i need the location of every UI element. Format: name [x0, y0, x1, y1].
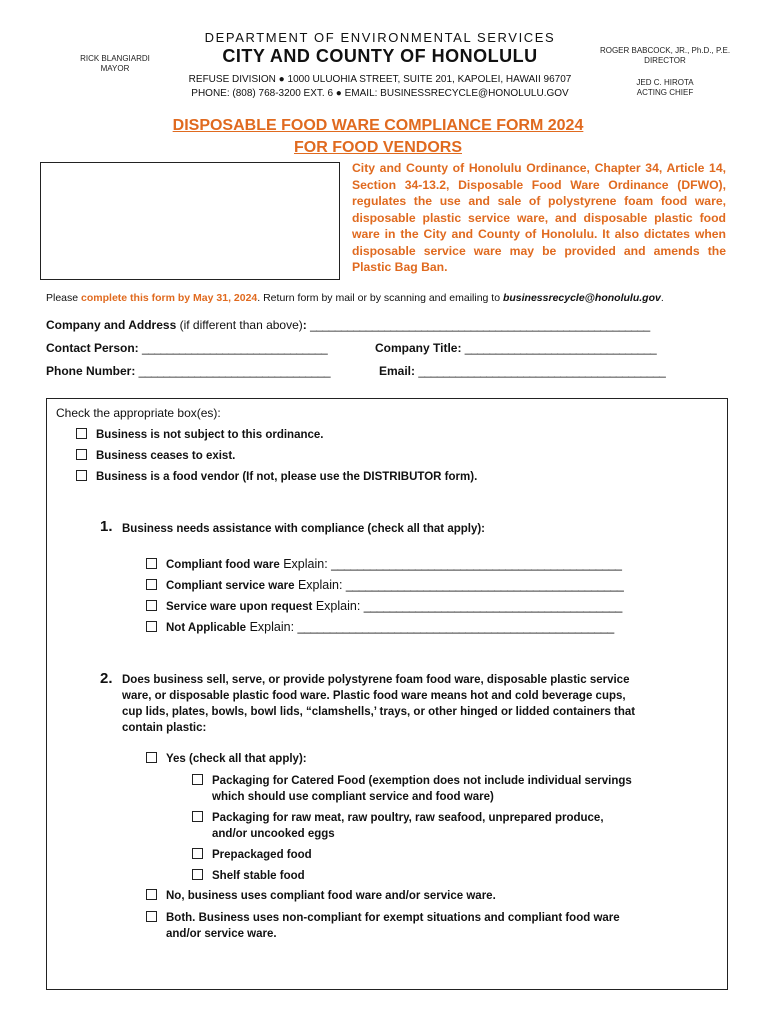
sub-option-line: Packaging for raw meat, raw poultry, raw seafood, unprepared produce, — [212, 812, 604, 824]
company-line[interactable]: _______________________________________________________ — [310, 318, 650, 332]
checkbox[interactable] — [146, 579, 157, 590]
q2-yes-sub-option[interactable] — [192, 773, 632, 805]
q2-text-line: contain plastic: — [122, 722, 207, 734]
q2-no-option[interactable] — [146, 889, 496, 902]
status-option-label: Business is not subject to this ordinance. — [96, 429, 324, 441]
q1-explain-line[interactable]: _________________________________________________ — [297, 620, 614, 634]
contact-label: Contact Person: — [46, 341, 143, 355]
instructions — [46, 292, 746, 304]
company-title-field[interactable] — [375, 341, 656, 355]
q1-option[interactable] — [146, 578, 623, 592]
status-option[interactable] — [76, 470, 477, 483]
form-title — [100, 115, 656, 159]
instructions-suffix: . — [660, 292, 664, 304]
q1-explain-line[interactable]: ___________________________________________ — [345, 578, 624, 592]
checkbox[interactable] — [146, 911, 157, 922]
q1-text: Business needs assistance with compliance (check all that apply): — [122, 523, 486, 535]
q1-option[interactable] — [146, 599, 622, 613]
ordinance-description: City and County of Honolulu Ordinance, Chapter 34, Article 14, Section 34-13.2, Disposable Food Ware Ordinance (DFWO), regulates the use and sale of polystyrene foam food ware, disposable plastic service ware, and disposable plastic food ware in the City and County of Honolulu. It also dictates when disposable service ware may be provided and amends the Plastic Bag Ban. — [352, 161, 726, 274]
checkbox[interactable] — [146, 752, 157, 763]
status-option[interactable] — [76, 428, 323, 441]
sub-option-line: and/or uncooked eggs — [212, 828, 335, 840]
q2-text-line: cup lids, plates, bowls, bowl lids, “clamshells,’ trays, or other hinged or lidded containers that — [122, 706, 636, 718]
q1-explain-label: Explain: — [279, 557, 332, 571]
q2-yes-sub-option[interactable] — [192, 810, 604, 842]
email-line[interactable]: ________________________________________ — [418, 364, 666, 378]
checkbox[interactable] — [192, 774, 203, 785]
chief-name: JED C. HIROTA — [636, 78, 694, 87]
checkbox[interactable] — [146, 889, 157, 900]
form-title-line2: FOR FOOD VENDORS — [293, 139, 462, 156]
q2-yes-label: Yes (check all that apply): — [166, 753, 307, 765]
title-line[interactable]: _______________________________ — [464, 341, 657, 355]
q1-option-label: Compliant service ware — [166, 580, 295, 592]
city-name: CITY AND COUNTY OF HONOLULU — [222, 46, 538, 66]
director-block — [590, 46, 740, 98]
department-name: DEPARTMENT OF ENVIRONMENTAL SERVICES — [204, 30, 556, 45]
q1-option[interactable] — [146, 620, 614, 634]
q2-yes-option[interactable] — [146, 752, 307, 765]
phone-number-field[interactable] — [46, 364, 330, 378]
checkbox[interactable] — [192, 848, 203, 859]
instructions-middle: . Return form by mail or by scanning and emailing to — [257, 292, 503, 304]
mayor-title: MAYOR — [100, 64, 130, 73]
q1-explain-label: Explain: — [312, 599, 364, 613]
sub-option-line: Shelf stable food — [212, 870, 305, 882]
contact-email-link[interactable]: businessrecycle@honolulu.gov — [502, 292, 661, 304]
company-colon: : — [302, 318, 311, 332]
sub-option-line: which should use compliant service and food ware) — [212, 791, 494, 803]
check-header: Check the appropriate box(es): — [56, 406, 221, 420]
q1-explain-line[interactable]: ________________________________________ — [363, 599, 622, 613]
phone-label: Phone Number: — [46, 364, 139, 378]
chief-title: ACTING CHIEF — [636, 88, 694, 97]
division-contact — [150, 73, 610, 101]
sub-option-line: Packaging for Catered Food (exemption does not include individual servings — [212, 775, 632, 787]
mayor-name: RICK BLANGIARDI — [80, 54, 150, 63]
q2-yes-sub-option[interactable] — [192, 847, 312, 863]
q2-no-label: No, business uses compliant food ware and/or service ware. — [166, 890, 496, 902]
director-name: ROGER BABCOCK, JR., Ph.D., P.E. — [599, 46, 731, 55]
q2-text-line: Does business sell, serve, or provide polystyrene foam food ware, disposable plastic service — [122, 674, 630, 686]
q1-option-label: Not Applicable — [166, 622, 247, 634]
q1-explain-label: Explain: — [246, 620, 298, 634]
division-address: REFUSE DIVISION ● 1000 ULUOHIA STREET, SUITE 201, KAPOLEI, HAWAII 96707 — [188, 74, 572, 85]
both-line: and/or service ware. — [166, 928, 277, 940]
q1-option[interactable] — [146, 557, 622, 571]
both-line: Both. Business uses non-compliant for exempt situations and compliant food ware — [166, 912, 620, 924]
email-field[interactable] — [379, 364, 665, 378]
checkbox[interactable] — [192, 869, 203, 880]
deadline-highlight: complete this form by May 31, 2024 — [81, 292, 258, 304]
status-option-label: Business is a food vendor (If not, please use the DISTRIBUTOR form). — [96, 471, 478, 483]
checkbox[interactable] — [76, 449, 87, 460]
checkbox[interactable] — [146, 621, 157, 632]
checkbox[interactable] — [76, 428, 87, 439]
checkbox[interactable] — [192, 811, 203, 822]
q1-number: 1. — [100, 518, 113, 535]
instructions-prefix: Please — [46, 292, 82, 304]
checkbox[interactable] — [146, 600, 157, 611]
q1-option-label: Service ware upon request — [166, 601, 313, 613]
q2-number: 2. — [100, 670, 113, 687]
sub-option-line: Prepackaged food — [212, 849, 312, 861]
q1-explain-line[interactable]: _____________________________________________ — [331, 557, 622, 571]
company-note: (if different than above) — [176, 318, 303, 332]
director-title: DIRECTOR — [644, 56, 686, 65]
company-label: Company and Address — [46, 318, 177, 332]
q2-both-option[interactable] — [146, 910, 620, 942]
checkbox[interactable] — [76, 470, 87, 481]
division-phone-email: PHONE: (808) 768-3200 EXT. 6 ● EMAIL: BUSINESSRECYCLE@HONOLULU.GOV — [191, 88, 569, 99]
q1-explain-label: Explain: — [294, 578, 346, 592]
q2-text-line: ware, or disposable plastic food ware. Plastic food ware means hot and cold beverage cups, — [122, 690, 626, 702]
q2-text — [122, 672, 712, 736]
contact-person-field[interactable] — [46, 341, 327, 355]
status-option-label: Business ceases to exist. — [96, 450, 236, 462]
phone-line[interactable]: _______________________________ — [138, 364, 331, 378]
contact-line[interactable]: ______________________________ — [142, 341, 328, 355]
form-title-line1: DISPOSABLE FOOD WARE COMPLIANCE FORM 2024 — [172, 117, 584, 134]
checkbox[interactable] — [146, 558, 157, 569]
q2-yes-sub-option[interactable] — [192, 868, 305, 884]
title-label: Company Title: — [375, 341, 465, 355]
email-label: Email: — [379, 364, 419, 378]
blank-address-box[interactable] — [40, 162, 340, 280]
company-address-field[interactable] — [46, 318, 650, 332]
status-option[interactable] — [76, 449, 235, 462]
q1-option-label: Compliant food ware — [166, 559, 280, 571]
